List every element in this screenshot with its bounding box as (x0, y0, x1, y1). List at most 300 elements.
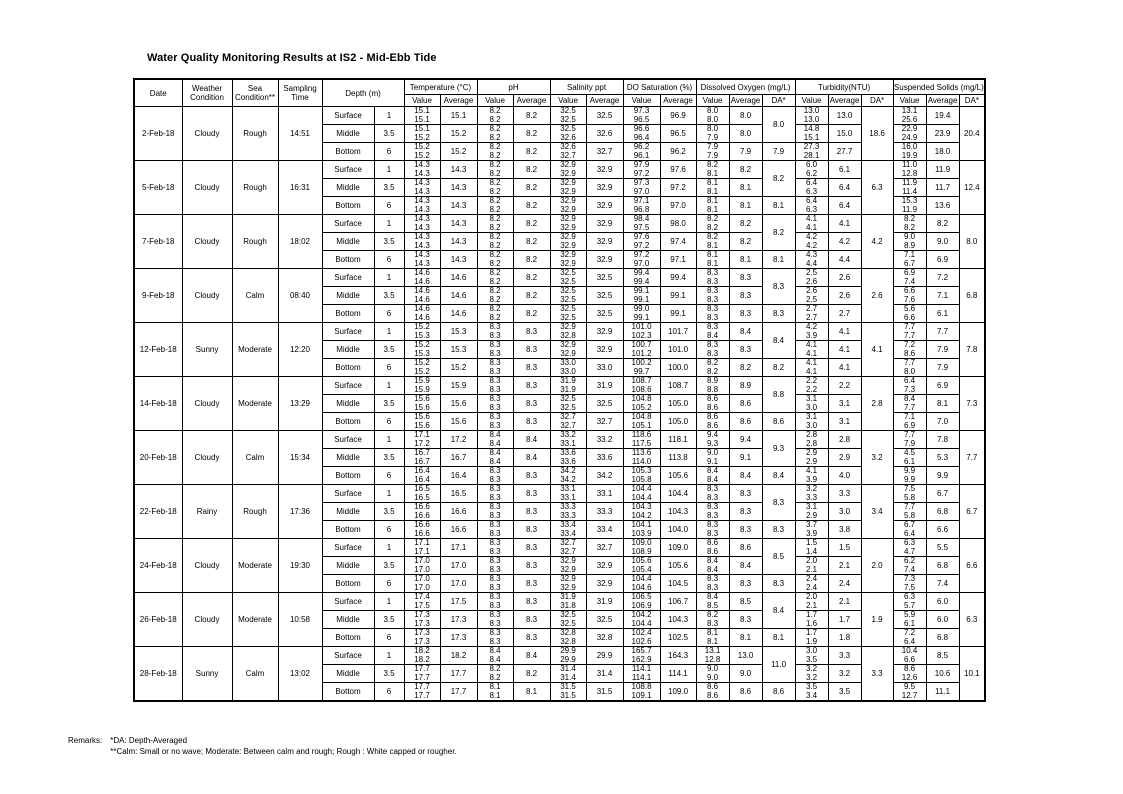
turbidity-da-cell: 3.3 (861, 647, 893, 702)
temp-values-cell-line: 16.6 (414, 502, 430, 511)
salinity-average-cell: 31.9 (586, 593, 623, 611)
suspended-solids-values-cell (893, 269, 926, 287)
dissolved-oxygen-da-bottom-cell: 8.3 (762, 305, 795, 323)
dissolved-oxygen-average-cell: 8.1 (729, 251, 762, 269)
dissolved-oxygen-average-cell: 8.5 (729, 593, 762, 611)
dissolved-oxygen-values-cell-line: 8.6 (706, 682, 719, 691)
suspended-solids-average-cell: 7.4 (926, 575, 959, 593)
ph-values-cell-line: 8.2 (489, 150, 501, 160)
salinity-values-cell-line: 31.8 (560, 600, 576, 610)
ph-average-cell: 8.2 (513, 143, 550, 161)
depth-value-cell: 6 (374, 521, 404, 539)
ph-values-cell-line: 8.2 (489, 178, 501, 187)
turbidity-average-cell: 4.2 (828, 233, 861, 251)
ph-values-cell-line: 8.3 (489, 366, 501, 376)
turbidity-values-cell-line: 3.2 (806, 484, 818, 493)
col-subheader-6-da: DA* (959, 95, 985, 107)
suspended-solids-values-cell-line: 4.5 (904, 448, 916, 457)
turbidity-values-cell-line: 14.8 (803, 124, 820, 133)
col-subheader-6-value: Value (893, 95, 926, 107)
salinity-values-cell-line: 32.9 (560, 582, 576, 592)
salinity-average-cell: 32.9 (586, 323, 623, 341)
sampling-time-cell: 15:34 (278, 431, 322, 485)
suspended-solids-values-cell (893, 557, 926, 575)
dissolved-oxygen-values-cell-line: 8.1 (706, 196, 719, 205)
ph-values-cell-line: 8.2 (489, 160, 501, 169)
salinity-values-cell (550, 197, 586, 215)
suspended-solids-average-cell: 11.9 (926, 161, 959, 179)
ph-values-cell-line: 8.4 (489, 448, 501, 457)
suspended-solids-average-cell: 7.7 (926, 323, 959, 341)
depth-value-cell: 6 (374, 683, 404, 702)
do-saturation-values-cell-line: 108.7 (631, 376, 652, 385)
do-saturation-values-cell-line: 105.4 (631, 564, 652, 574)
sampling-time-cell: 19:30 (278, 539, 322, 593)
turbidity-values-cell-line: 3.4 (806, 690, 818, 700)
depth-layer-cell: Surface (322, 161, 374, 179)
dissolved-oxygen-values-cell (696, 179, 729, 197)
remarks-lines (110, 735, 456, 757)
weather-cell: Cloudy (182, 161, 232, 215)
temp-values-cell (404, 485, 440, 503)
dissolved-oxygen-average-cell: 9.4 (729, 431, 762, 449)
salinity-values-cell (550, 323, 586, 341)
col-header-group-0: Temperature (°C) (404, 79, 477, 95)
suspended-solids-values-cell-line: 13.1 (901, 106, 918, 115)
turbidity-values-cell-line: 6.0 (806, 160, 818, 169)
turbidity-average-cell: 2.1 (828, 593, 861, 611)
do-saturation-average-cell: 100.0 (660, 359, 696, 377)
salinity-values-cell (550, 629, 586, 647)
suspended-solids-values-cell (893, 233, 926, 251)
do-saturation-average-cell: 98.0 (660, 215, 696, 233)
depth-layer-cell: Bottom (322, 197, 374, 215)
sampling-time-cell: 17:36 (278, 485, 322, 539)
do-saturation-values-cell-line: 108.6 (631, 384, 652, 394)
turbidity-da-cell: 2.6 (861, 269, 893, 323)
dissolved-oxygen-values-cell (696, 251, 729, 269)
salinity-values-cell-line: 32.5 (560, 312, 576, 322)
salinity-values-cell (550, 341, 586, 359)
dissolved-oxygen-average-cell: 8.9 (729, 377, 762, 395)
temp-average-cell: 15.9 (440, 377, 477, 395)
suspended-solids-average-cell: 8.5 (926, 647, 959, 665)
do-saturation-values-cell-line: 114.1 (631, 664, 652, 673)
ph-values-cell-line: 8.2 (489, 268, 501, 277)
turbidity-values-cell (795, 359, 828, 377)
dissolved-oxygen-values-cell-line: 8.3 (706, 348, 719, 358)
suspended-solids-values-cell-line: 8.2 (904, 222, 916, 232)
depth-value-cell: 3.5 (374, 611, 404, 629)
salinity-values-cell (550, 449, 586, 467)
depth-layer-cell: Middle (322, 557, 374, 575)
ph-values-cell (477, 107, 513, 125)
suspended-solids-values-cell (893, 107, 926, 125)
do-saturation-average-cell: 114.1 (660, 665, 696, 683)
salinity-average-cell: 33.1 (586, 485, 623, 503)
do-saturation-values-cell-line: 99.4 (633, 276, 650, 286)
salinity-values-cell-line: 33.1 (560, 484, 576, 493)
ph-values-cell-line: 8.3 (489, 394, 501, 403)
ph-average-cell: 8.2 (513, 665, 550, 683)
suspended-solids-values-cell-line: 22.9 (901, 124, 918, 133)
depth-value-cell: 3.5 (374, 557, 404, 575)
turbidity-values-cell-line: 1.7 (806, 610, 818, 619)
do-saturation-average-cell: 99.1 (660, 287, 696, 305)
ph-average-cell: 8.2 (513, 179, 550, 197)
suspended-solids-values-cell-line: 5.7 (904, 600, 916, 610)
dissolved-oxygen-values-cell (696, 323, 729, 341)
turbidity-values-cell (795, 341, 828, 359)
ph-values-cell-line: 8.3 (489, 592, 501, 601)
suspended-solids-average-cell: 13.6 (926, 197, 959, 215)
suspended-solids-values-cell-line: 7.1 (904, 412, 916, 421)
dissolved-oxygen-average-cell: 8.2 (729, 359, 762, 377)
salinity-values-cell-line: 33.6 (560, 448, 576, 457)
do-saturation-values-cell-line: 104.2 (631, 510, 652, 520)
suspended-solids-values-cell (893, 575, 926, 593)
salinity-values-cell (550, 575, 586, 593)
salinity-average-cell: 32.9 (586, 197, 623, 215)
depth-value-cell: 3.5 (374, 125, 404, 143)
salinity-average-cell: 32.7 (586, 413, 623, 431)
suspended-solids-values-cell-line: 7.9 (904, 438, 916, 448)
temp-average-cell: 16.7 (440, 449, 477, 467)
sampling-time-cell: 13:02 (278, 647, 322, 702)
turbidity-values-cell (795, 305, 828, 323)
turbidity-values-cell-line: 3.2 (806, 664, 818, 673)
depth-value-cell: 6 (374, 251, 404, 269)
salinity-values-cell-line: 32.9 (560, 214, 576, 223)
dissolved-oxygen-da-bottom-cell: 8.1 (762, 251, 795, 269)
suspended-solids-values-cell-line: 6.6 (904, 654, 916, 664)
turbidity-values-cell-line: 4.2 (806, 322, 818, 331)
suspended-solids-values-cell (893, 287, 926, 305)
turbidity-values-cell-line: 6.3 (806, 204, 818, 214)
do-saturation-values-cell-line: 109.0 (631, 538, 652, 547)
col-subheader-2-value: Value (550, 95, 586, 107)
dissolved-oxygen-average-cell: 8.4 (729, 557, 762, 575)
turbidity-average-cell: 3.1 (828, 395, 861, 413)
ph-values-cell-line: 8.1 (489, 682, 501, 691)
suspended-solids-values-cell (893, 161, 926, 179)
sea-condition-cell: Moderate (232, 377, 278, 431)
suspended-solids-average-cell: 18.0 (926, 143, 959, 161)
ph-average-cell: 8.3 (513, 413, 550, 431)
salinity-values-cell-line: 33.0 (560, 366, 576, 376)
dissolved-oxygen-values-cell-line: 8.3 (706, 304, 719, 313)
salinity-average-cell: 33.3 (586, 503, 623, 521)
depth-value-cell: 1 (374, 161, 404, 179)
ph-average-cell: 8.2 (513, 233, 550, 251)
ph-values-cell-line: 8.1 (489, 690, 501, 700)
col-subheader-4-value: Value (696, 95, 729, 107)
depth-value-cell: 3.5 (374, 341, 404, 359)
turbidity-da-cell: 4.1 (861, 323, 893, 377)
temp-values-cell-line: 14.6 (414, 294, 430, 304)
ph-average-cell: 8.2 (513, 287, 550, 305)
turbidity-values-cell-line: 1.6 (806, 618, 818, 628)
dissolved-oxygen-values-cell (696, 125, 729, 143)
suspended-solids-average-cell: 7.0 (926, 413, 959, 431)
dissolved-oxygen-values-cell-line: 8.1 (706, 250, 719, 259)
dissolved-oxygen-values-cell-line: 8.4 (706, 330, 719, 340)
dissolved-oxygen-average-cell: 8.2 (729, 161, 762, 179)
date-cell: 22-Feb-18 (134, 485, 182, 539)
salinity-average-cell: 32.9 (586, 179, 623, 197)
table-row (134, 593, 985, 611)
sea-condition-cell: Moderate (232, 593, 278, 647)
dissolved-oxygen-da-bottom-cell: 8.1 (762, 197, 795, 215)
suspended-solids-values-cell-line: 6.9 (904, 268, 916, 277)
dissolved-oxygen-values-cell-line: 8.6 (706, 402, 719, 412)
temp-average-cell: 17.3 (440, 611, 477, 629)
ph-average-cell: 8.2 (513, 269, 550, 287)
salinity-average-cell: 32.9 (586, 161, 623, 179)
turbidity-values-cell-line: 2.5 (806, 294, 818, 304)
weather-cell: Sunny (182, 647, 232, 702)
temp-values-cell-line: 17.0 (414, 556, 430, 565)
suspended-solids-values-cell-line: 12.8 (901, 168, 918, 178)
depth-layer-cell: Middle (322, 179, 374, 197)
do-saturation-values-cell-line: 99.1 (633, 286, 650, 295)
do-saturation-values-cell-line: 105.2 (631, 402, 652, 412)
ph-values-cell-line: 8.3 (489, 484, 501, 493)
do-saturation-values-cell (623, 683, 660, 702)
turbidity-average-cell: 1.5 (828, 539, 861, 557)
do-saturation-values-cell-line: 96.1 (633, 150, 650, 160)
temp-average-cell: 17.0 (440, 575, 477, 593)
temp-average-cell: 15.1 (440, 107, 477, 125)
suspended-solids-values-cell-line: 5.6 (904, 304, 916, 313)
salinity-values-cell-line: 31.4 (560, 664, 576, 673)
turbidity-average-cell: 3.1 (828, 413, 861, 431)
depth-value-cell: 1 (374, 377, 404, 395)
dissolved-oxygen-values-cell (696, 161, 729, 179)
depth-value-cell: 3.5 (374, 503, 404, 521)
ph-values-cell (477, 449, 513, 467)
suspended-solids-values-cell-line: 4.7 (904, 546, 916, 556)
dissolved-oxygen-values-cell (696, 107, 729, 125)
depth-value-cell: 6 (374, 413, 404, 431)
sea-condition-cell: Calm (232, 647, 278, 702)
ph-values-cell-line: 8.3 (489, 528, 501, 538)
temp-values-cell-line: 17.3 (414, 618, 430, 628)
salinity-average-cell: 33.2 (586, 431, 623, 449)
temp-values-cell (404, 251, 440, 269)
ph-values-cell-line: 8.2 (489, 124, 501, 133)
col-subheader-0-value: Value (404, 95, 440, 107)
suspended-solids-da-cell: 10.1 (959, 647, 985, 702)
dissolved-oxygen-values-cell (696, 557, 729, 575)
ph-values-cell (477, 287, 513, 305)
salinity-values-cell-line: 33.0 (560, 358, 576, 367)
turbidity-values-cell (795, 467, 828, 485)
do-saturation-values-cell (623, 269, 660, 287)
do-saturation-average-cell: 96.5 (660, 125, 696, 143)
dissolved-oxygen-values-cell (696, 629, 729, 647)
suspended-solids-values-cell (893, 197, 926, 215)
temp-values-cell-line: 17.7 (414, 690, 430, 700)
turbidity-values-cell-line: 4.4 (806, 258, 818, 268)
do-saturation-values-cell (623, 611, 660, 629)
ph-values-cell (477, 413, 513, 431)
ph-values-cell-line: 8.2 (489, 114, 501, 124)
sea-condition-cell: Moderate (232, 323, 278, 377)
turbidity-values-cell (795, 287, 828, 305)
suspended-solids-values-cell-line: 6.6 (904, 312, 916, 322)
dissolved-oxygen-values-cell (696, 521, 729, 539)
salinity-average-cell: 32.9 (586, 557, 623, 575)
suspended-solids-values-cell (893, 683, 926, 702)
salinity-values-cell-line: 32.5 (560, 276, 576, 286)
suspended-solids-values-cell (893, 215, 926, 233)
salinity-values-cell-line: 32.9 (560, 196, 576, 205)
suspended-solids-values-cell (893, 143, 926, 161)
depth-layer-cell: Bottom (322, 413, 374, 431)
ph-values-cell-line: 8.2 (489, 294, 501, 304)
col-subheader-3-average: Average (660, 95, 696, 107)
temp-values-cell-line: 16.7 (414, 456, 430, 466)
ph-values-cell (477, 143, 513, 161)
suspended-solids-values-cell (893, 467, 926, 485)
do-saturation-values-cell-line: 104.8 (631, 394, 652, 403)
ph-average-cell: 8.3 (513, 557, 550, 575)
turbidity-values-cell (795, 269, 828, 287)
turbidity-values-cell-line: 1.5 (806, 538, 818, 547)
temp-average-cell: 17.0 (440, 557, 477, 575)
suspended-solids-average-cell: 19.4 (926, 107, 959, 125)
turbidity-values-cell (795, 215, 828, 233)
suspended-solids-average-cell: 8.1 (926, 395, 959, 413)
dissolved-oxygen-values-cell-line: 9.0 (706, 448, 719, 457)
suspended-solids-values-cell-line: 11.4 (902, 186, 918, 196)
ph-average-cell: 8.3 (513, 521, 550, 539)
turbidity-values-cell-line: 4.3 (806, 250, 818, 259)
turbidity-values-cell-line: 4.1 (806, 214, 818, 223)
remarks (68, 735, 457, 757)
ph-values-cell-line: 8.3 (489, 574, 501, 583)
suspended-solids-values-cell-line: 6.3 (904, 538, 916, 547)
suspended-solids-values-cell (893, 341, 926, 359)
do-saturation-average-cell: 104.4 (660, 485, 696, 503)
salinity-average-cell: 32.5 (586, 287, 623, 305)
turbidity-values-cell-line: 4.1 (806, 222, 818, 232)
do-saturation-values-cell-line: 162.9 (631, 654, 652, 664)
suspended-solids-values-cell-line: 7.4 (904, 564, 916, 574)
salinity-values-cell-line: 32.5 (560, 618, 576, 628)
salinity-values-cell (550, 467, 586, 485)
temp-values-cell-line: 15.6 (414, 394, 430, 403)
salinity-average-cell: 32.5 (586, 269, 623, 287)
temp-values-cell-line: 17.1 (414, 430, 430, 439)
suspended-solids-values-cell (893, 413, 926, 431)
suspended-solids-values-cell-line: 5.9 (904, 610, 916, 619)
do-saturation-average-cell: 97.0 (660, 197, 696, 215)
temp-values-cell-line: 16.4 (414, 474, 430, 484)
ph-average-cell: 8.3 (513, 341, 550, 359)
salinity-values-cell-line: 32.9 (560, 556, 576, 565)
ph-values-cell (477, 269, 513, 287)
turbidity-values-cell-line: 13.0 (803, 114, 820, 124)
temp-average-cell: 16.4 (440, 467, 477, 485)
do-saturation-values-cell (623, 629, 660, 647)
do-saturation-values-cell (623, 665, 660, 683)
dissolved-oxygen-values-cell (696, 485, 729, 503)
turbidity-values-cell (795, 521, 828, 539)
salinity-values-cell (550, 683, 586, 702)
suspended-solids-values-cell-line: 11.9 (902, 178, 918, 187)
do-saturation-average-cell: 96.9 (660, 107, 696, 125)
suspended-solids-values-cell-line: 25.6 (901, 114, 918, 124)
ph-values-cell-line: 8.2 (489, 304, 501, 313)
temp-average-cell: 15.6 (440, 413, 477, 431)
temp-average-cell: 15.2 (440, 143, 477, 161)
temp-values-cell (404, 161, 440, 179)
col-header-group-5: Turbidity(NTU) (795, 79, 893, 95)
temp-average-cell: 14.3 (440, 197, 477, 215)
ph-values-cell (477, 593, 513, 611)
turbidity-average-cell: 2.8 (828, 431, 861, 449)
temp-values-cell (404, 143, 440, 161)
salinity-values-cell-line: 32.5 (560, 268, 576, 277)
depth-value-cell: 6 (374, 305, 404, 323)
ph-values-cell-line: 8.3 (489, 412, 501, 421)
do-saturation-average-cell: 113.8 (660, 449, 696, 467)
depth-layer-cell: Bottom (322, 629, 374, 647)
do-saturation-average-cell: 102.5 (660, 629, 696, 647)
ph-values-cell-line: 8.3 (489, 376, 501, 385)
ph-values-cell-line: 8.2 (489, 276, 501, 286)
do-saturation-values-cell (623, 413, 660, 431)
ph-values-cell-line: 8.3 (489, 358, 501, 367)
dissolved-oxygen-values-cell-line: 8.6 (706, 420, 719, 430)
do-saturation-values-cell-line: 165.7 (631, 646, 652, 655)
depth-value-cell: 3.5 (374, 233, 404, 251)
remarks-label: Remarks: (68, 736, 103, 745)
do-saturation-values-cell-line: 99.1 (633, 312, 650, 322)
temp-values-cell (404, 629, 440, 647)
depth-value-cell: 3.5 (374, 179, 404, 197)
dissolved-oxygen-values-cell (696, 665, 729, 683)
suspended-solids-da-cell: 6.7 (959, 485, 985, 539)
salinity-values-cell-line: 32.9 (560, 204, 576, 214)
temp-values-cell-line: 15.6 (414, 420, 430, 430)
turbidity-values-cell-line: 2.0 (806, 592, 818, 601)
suspended-solids-values-cell-line: 6.4 (904, 376, 916, 385)
dissolved-oxygen-average-cell: 8.4 (729, 467, 762, 485)
temp-average-cell: 14.3 (440, 251, 477, 269)
ph-average-cell: 8.2 (513, 197, 550, 215)
do-saturation-values-cell-line: 109.1 (631, 690, 652, 700)
ph-values-cell (477, 197, 513, 215)
salinity-values-cell-line: 33.6 (560, 456, 576, 466)
depth-layer-cell: Middle (322, 395, 374, 413)
col-header-group-4: Dissolved Oxygen (mg/L) (696, 79, 795, 95)
turbidity-values-cell-line: 1.9 (806, 636, 818, 646)
turbidity-values-cell (795, 161, 828, 179)
turbidity-values-cell-line: 13.0 (803, 106, 820, 115)
weather-cell: Rainy (182, 485, 232, 539)
ph-values-cell (477, 359, 513, 377)
ph-average-cell: 8.2 (513, 107, 550, 125)
col-header-group-6: Suspended Solids (mg/L) (893, 79, 985, 95)
ph-average-cell: 8.4 (513, 647, 550, 665)
salinity-values-cell-line: 31.9 (560, 376, 576, 385)
suspended-solids-values-cell (893, 179, 926, 197)
weather-cell: Cloudy (182, 377, 232, 431)
weather-cell: Cloudy (182, 269, 232, 323)
